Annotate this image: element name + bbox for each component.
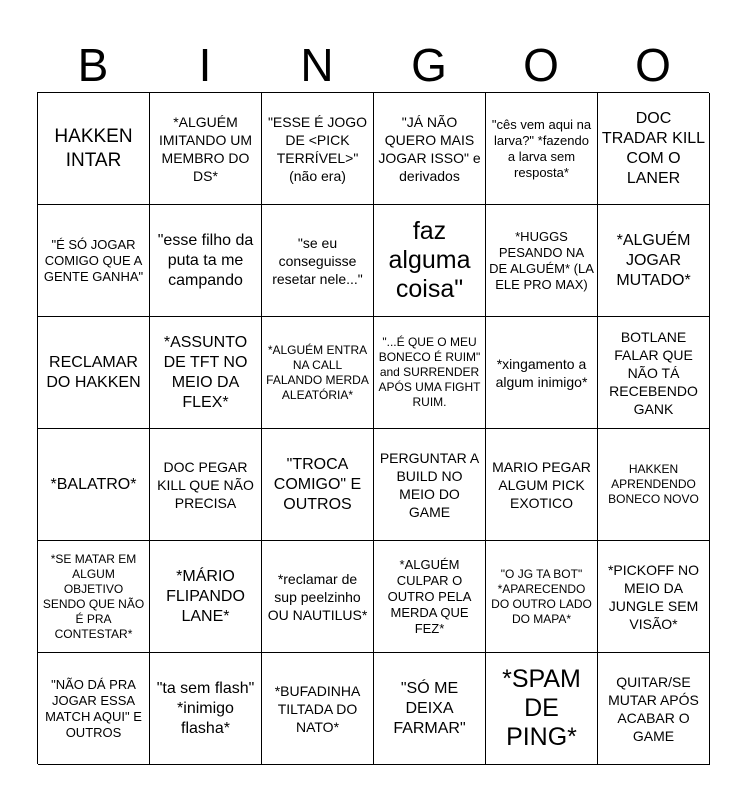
cell-text: *BUFADINHA TILTADA DO NATO* [274, 682, 361, 735]
bingo-cell[interactable] [374, 429, 486, 541]
header-letter: O [523, 39, 559, 91]
bingo-cell[interactable] [262, 317, 374, 429]
bingo-cell[interactable] [598, 205, 710, 317]
cell-text: *BALATRO* [50, 475, 137, 493]
header-letter: N [300, 39, 334, 91]
bingo-cell[interactable] [38, 653, 150, 765]
cell-text: "esse filho da puta ta me campando [157, 231, 254, 289]
bingo-cell[interactable] [150, 205, 262, 317]
bingo-cell[interactable] [262, 541, 374, 653]
cell-text: PERGUNTAR A BUILD NO MEIO DO GAME [379, 449, 480, 520]
header-letter: G [411, 39, 447, 91]
cell-text: *HUGGS PESANDO NA DE ALGUÉM* (LA ELE PRO MAX) [489, 228, 594, 292]
bingo-cell[interactable] [486, 429, 598, 541]
bingo-cell[interactable] [486, 205, 598, 317]
cell-text: *ALGUÉM ENTRA NA CALL FALANDO MERDA ALEATÓRIA* [266, 342, 369, 402]
cell-text: "ta sem flash" *inimigo flasha* [156, 679, 255, 737]
bingo-cell[interactable] [598, 541, 710, 653]
cell-text: *ALGUÉM CULPAR O OUTRO PELA MERDA QUE FEZ* [387, 556, 472, 636]
bingo-cell[interactable] [150, 541, 262, 653]
header-letter: I [198, 39, 212, 91]
bingo-cell[interactable] [150, 317, 262, 429]
bingo-cell[interactable] [150, 93, 262, 205]
bingo-cell[interactable] [598, 93, 710, 205]
bingo-cell[interactable] [598, 317, 710, 429]
cell-text: "ESSE É JOGO DE <PICK TERRÍVEL>" (não era) [267, 113, 368, 184]
cell-text: "SÓ ME DEIXA FARMAR" [393, 679, 466, 737]
cell-text: *MÁRIO FLIPANDO LANE* [166, 567, 245, 625]
bingo-cell[interactable] [598, 653, 710, 765]
cell-text: "JÁ NÃO QUERO MAIS JOGAR ISSO" e derivados [378, 113, 481, 184]
bingo-cell[interactable] [486, 93, 598, 205]
cell-text: *ASSUNTO DE TFT NO MEIO DA FLEX* [163, 333, 248, 411]
bingo-cell[interactable] [374, 317, 486, 429]
bingo-header [37, 36, 709, 94]
bingo-cell[interactable] [38, 541, 150, 653]
bingo-cell[interactable] [262, 93, 374, 205]
cell-text: *SPAM DE PING* [502, 665, 581, 751]
bingo-cell[interactable] [262, 429, 374, 541]
bingo-cell[interactable] [150, 653, 262, 765]
bingo-cell[interactable] [374, 541, 486, 653]
header-letter: B [77, 39, 109, 91]
bingo-cell[interactable] [486, 653, 598, 765]
cell-text: HAKKEN INTAR [54, 125, 133, 171]
bingo-cell[interactable] [262, 205, 374, 317]
header-letter: O [635, 39, 671, 91]
cell-text: "se eu conseguisse resetar nele..." [272, 234, 363, 287]
cell-text: *xingamento a algum inimigo* [495, 355, 588, 390]
bingo-cell[interactable] [38, 93, 150, 205]
bingo-cell[interactable] [598, 429, 710, 541]
cell-text: BOTLANE FALAR QUE NÃO TÁ RECEBENDO GANK [609, 328, 698, 417]
cell-text: DOC TRADAR KILL COM O LANER [601, 109, 706, 187]
bingo-cell[interactable] [38, 317, 150, 429]
bingo-cell[interactable] [38, 429, 150, 541]
bingo-cell[interactable] [486, 541, 598, 653]
cell-text: "É SÓ JOGAR COMIGO QUE A GENTE GANHA" [43, 236, 144, 284]
bingo-cell[interactable] [262, 653, 374, 765]
cell-text: HAKKEN APRENDENDO BONECO NOVO [608, 462, 699, 506]
cell-text: DOC PEGAR KILL QUE NÃO PRECISA [157, 458, 254, 511]
bingo-cell[interactable] [38, 205, 150, 317]
cell-text: *reclamar de sup peelzinho OU NAUTILUS* [267, 570, 368, 623]
cell-text: "TROCA COMIGO" E OUTROS [273, 455, 362, 513]
bingo-cell[interactable] [150, 429, 262, 541]
bingo-cell[interactable] [374, 93, 486, 205]
cell-text: QUITAR/SE MUTAR APÓS ACABAR O GAME [608, 673, 699, 744]
cell-text: MARIO PEGAR ALGUM PICK EXOTICO [492, 458, 591, 511]
cell-text: RECLAMAR DO HAKKEN [46, 353, 141, 391]
cell-text: *ALGUÉM JOGAR MUTADO* [616, 231, 691, 289]
cell-text: "O JG TA BOT" *APARECENDO DO OUTRO LADO DO MAPA* [491, 566, 592, 626]
bingo-cell[interactable] [374, 205, 486, 317]
cell-text: faz alguma coisa" [388, 217, 471, 303]
bingo-cell[interactable] [486, 317, 598, 429]
cell-text: *PICKOFF NO MEIO DA JUNGLE SEM VISÃO* [607, 561, 699, 632]
bingo-board [37, 92, 709, 764]
cell-text: "...É QUE O MEU BONECO É RUIM" and SURRENDER APÓS UMA FIGHT RUIM. [378, 335, 481, 409]
cell-text: "NÃO DÁ PRA JOGAR ESSA MATCH AQUI" E OUTROS [45, 676, 142, 740]
cell-text: *ALGUÉM IMITANDO UM MEMBRO DO DS* [158, 113, 253, 184]
bingo-cell[interactable] [374, 653, 486, 765]
cell-text: *SE MATAR EM ALGUM OBJETIVO SENDO QUE NÃO É PRA CONTESTAR* [42, 551, 145, 641]
cell-text: "cês vem aqui na larva?" *fazendo a larva sem resposta* [491, 116, 592, 180]
